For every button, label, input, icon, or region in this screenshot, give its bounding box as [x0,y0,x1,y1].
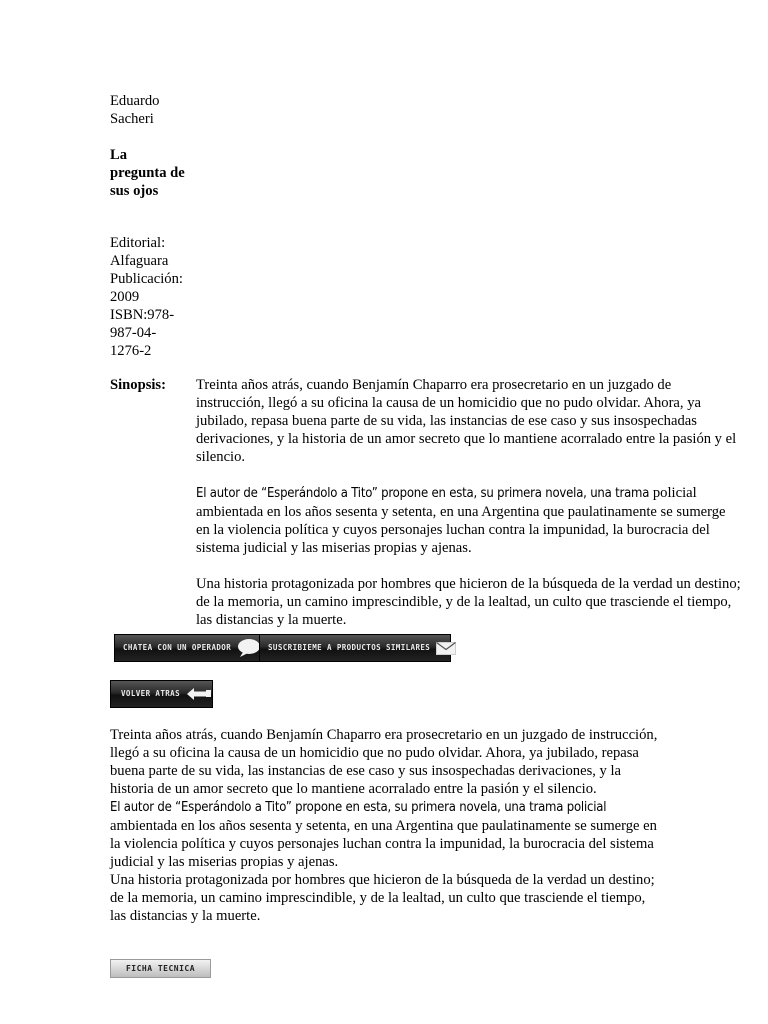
isbn-line: 1276-2 [110,343,152,359]
back-button[interactable] [110,680,213,708]
book-title-line: sus ojos [110,183,159,199]
isbn-line: 987-04- [110,325,157,341]
back-arrow-icon [186,687,212,701]
synopsis-paragraph [196,484,741,557]
synopsis-paragraph-sans-part: El autor de “Esperándolo a Tito” propone en esta, su primera novela, una trama [196,486,650,501]
book-title [110,146,198,200]
technical-sheet-button[interactable] [110,959,211,978]
description-paragraph-sans-part: El autor de “Esperándolo a Tito” propone en esta, su primera novela, una trama policial [110,800,607,815]
author-name [110,92,198,128]
subscribe-similar-label: SUSCRIBIEME A PRODUCTOS SIMILARES [268,643,431,652]
technical-sheet-label: FICHA TECNICA [125,963,196,973]
publication-label: Publicación: [110,271,183,287]
publication-value: 2009 [110,289,140,305]
description-paragraph: Una historia protagonizada por hombres que hicieron de la búsqueda de la verdad un destino; de la memoria, un camino imprescindible, y de la lealtad, un culto que trasciende el tiempo, las distancias y la muerte. [110,872,655,924]
synopsis-paragraph: Treinta años atrás, cuando Benjamín Chaparro era prosecretario en un juzgado de instrucción, llegó a su oficina la causa de un homicidio que no pudo olvidar. Ahora, ya jubilado, repasa buena parte de su vida, las instancias de ese caso y sus insospechadas derivaciones, y la historia de un amor secreto que lo mantiene acorralado entre la pasión y el silencio. [196,377,737,465]
description-text [110,726,662,925]
editorial-value: Alfaguara [110,253,169,269]
envelope-icon [436,642,456,655]
chat-operator-button[interactable] [114,634,261,662]
description-paragraph-serif-part: ambientada en los años sesenta y setenta, en una Argentina que paulatinamente se sumerge en la violencia política y cuyos personajes luchan contra la impunidad, la burocracia del sistema judicial y las miserias propias y ajenas. [110,818,657,870]
subscribe-similar-button[interactable] [259,634,451,662]
description-paragraph [110,798,662,871]
isbn-line: ISBN:978- [110,307,175,323]
back-button-label: VOLVER ATRAS [121,689,180,698]
author-first-name: Eduardo [110,93,160,109]
book-title-line: La [110,147,128,163]
description-paragraph: Treinta años atrás, cuando Benjamín Chaparro era prosecretario en un juzgado de instrucción, llegó a su oficina la causa de un homicidio que no pudo olvidar. Ahora, ya jubilado, repasa buena parte de su vida, las instancias de ese caso y sus insospechadas derivaciones, y la historia de un amor secreto que lo mantiene acorralado entre la pasión y el silencio. [110,727,658,797]
speech-bubble-icon [237,638,261,658]
synopsis-text [196,376,741,629]
chat-operator-label: CHATEA CON UN OPERADOR [123,643,232,652]
editorial-label: Editorial: [110,235,166,251]
synopsis-paragraph-serif-part: policial ambientada en los años sesenta y setenta, en una Argentina que paulatinamente se sumerge en la violencia política y cuyos personajes luchan contra la impunidad, la burocracia del sistema judicial y las miserias propias y ajenas. [196,485,726,556]
synopsis-label: Sinopsis: [110,377,166,393]
synopsis-paragraph: Una historia protagonizada por hombres que hicieron de la búsqueda de la verdad un destino; de la memoria, un camino imprescindible, y de la lealtad, un culto que trasciende el tiempo, las distancias y la muerte. [196,576,741,628]
book-details [110,234,198,360]
author-last-name: Sacheri [110,111,154,127]
book-title-line: pregunta de [110,165,185,181]
